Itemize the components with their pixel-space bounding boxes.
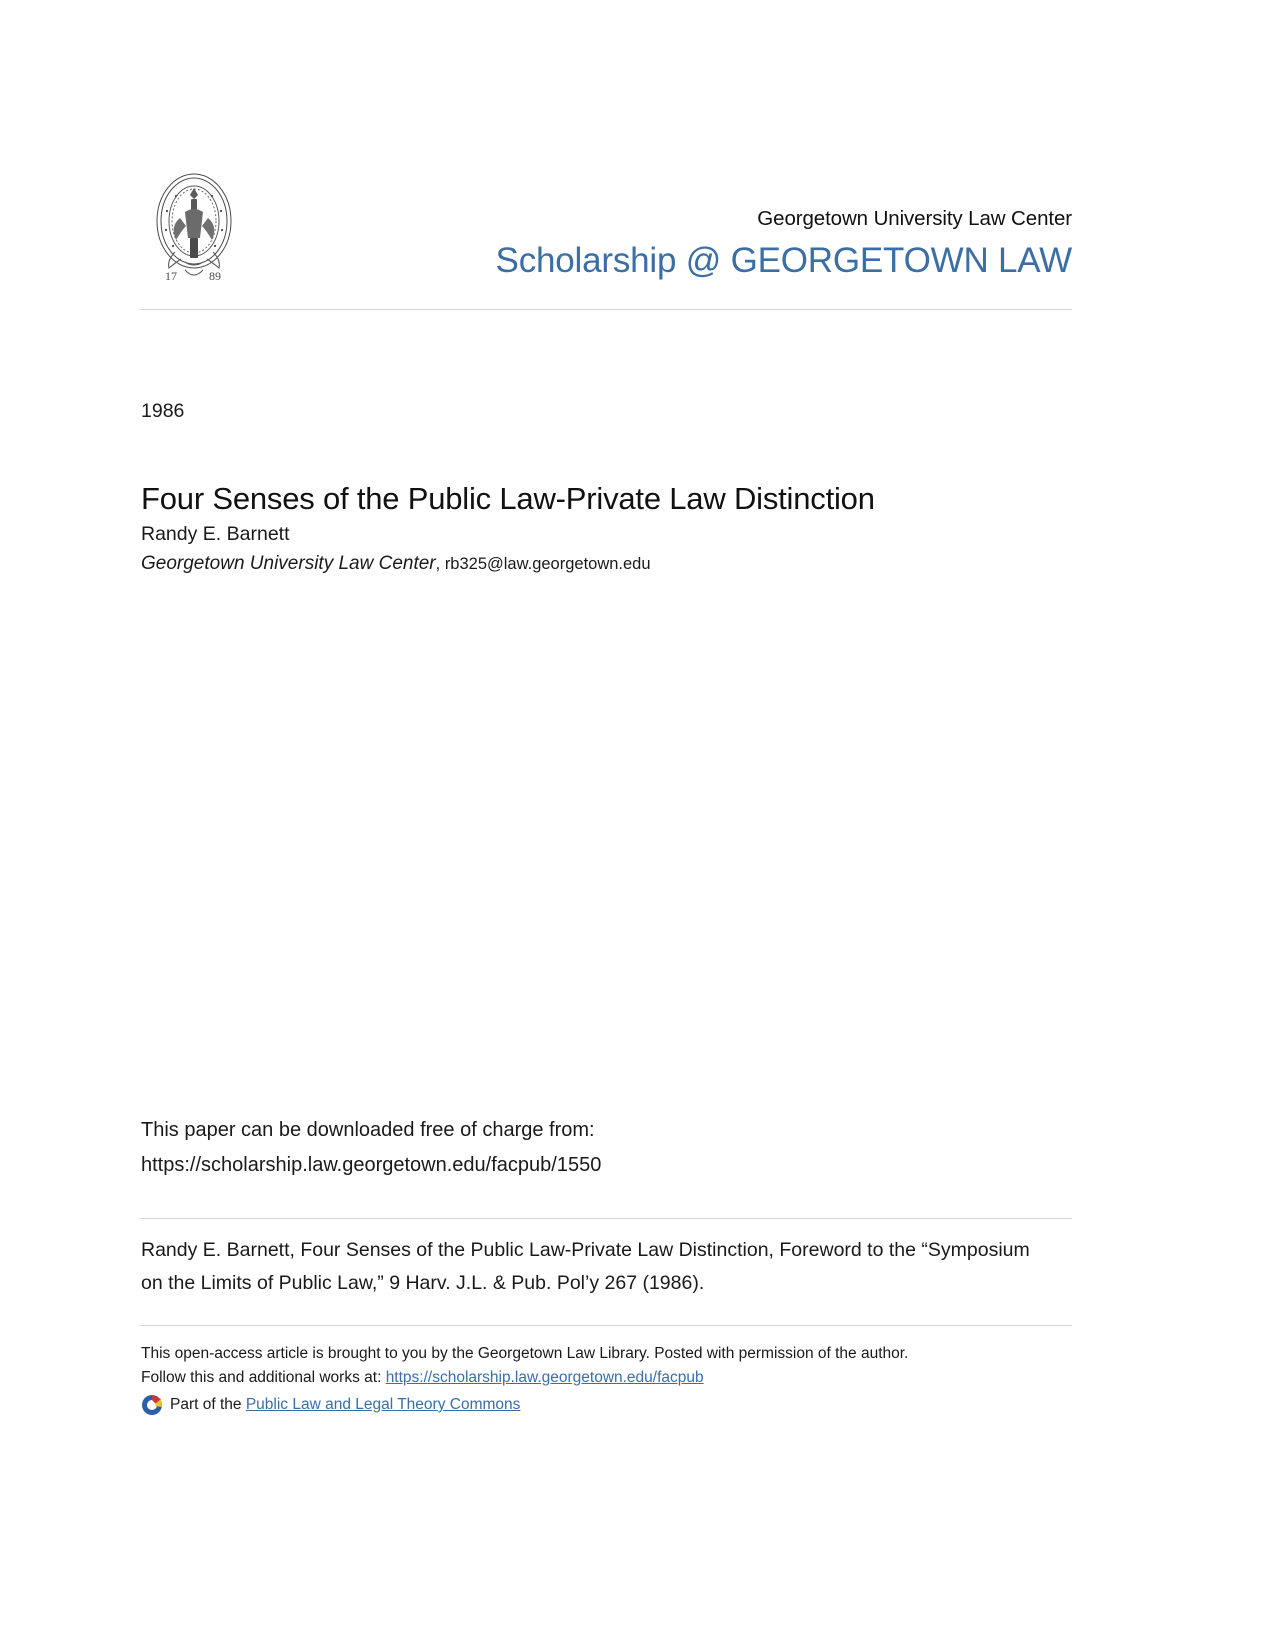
citation-divider-top [140, 1218, 1072, 1219]
seal-year-left: 17 [165, 269, 177, 283]
commons-text [170, 1393, 520, 1417]
download-block [141, 1113, 601, 1183]
download-url[interactable]: https://scholarship.law.georgetown.edu/facpub/1550 [141, 1154, 602, 1176]
page-title: Four Senses of the Public Law-Private Law Distinction [141, 480, 875, 516]
masthead-text [372, 206, 1072, 284]
publication-year: 1986 [141, 400, 185, 422]
georgetown-seal-icon [145, 166, 243, 284]
author-affiliation [141, 550, 651, 577]
commons-row [141, 1393, 1071, 1417]
footer-block [141, 1342, 1071, 1417]
university-name: Georgetown University Law Center [757, 207, 1072, 230]
citation-line-1: Randy E. Barnett, Four Senses of the Public Law-Private Law Distinction, Foreword to the [141, 1239, 916, 1261]
network-commons-icon [141, 1394, 163, 1416]
download-prompt: This paper can be downloaded free of charge from: [141, 1119, 595, 1141]
author-name: Randy E. Barnett [141, 523, 290, 545]
commons-link[interactable]: Public Law and Legal Theory Commons [245, 1396, 521, 1413]
commons-prefix: Part of the [170, 1396, 246, 1413]
seal-year-right: 89 [209, 269, 221, 283]
follow-works-prefix: Follow this and additional works at: [141, 1368, 386, 1386]
masthead [140, 162, 1072, 310]
affiliation-separator: , [435, 555, 445, 573]
repository-brand[interactable]: Scholarship @ GEORGETOWN LAW [495, 241, 1072, 280]
open-access-notice: This open-access article is brought to you by the Georgetown Law Library. Posted with permission of the author. [141, 1345, 909, 1362]
footer-divider [140, 1325, 1072, 1326]
follow-works-line [141, 1366, 1071, 1390]
citation-line-2: “Symposium on the Limits of Public Law,” 9 Harv. J.L. & Pub. Pol’y 267 (1986). [141, 1239, 1030, 1294]
citation-block [141, 1234, 1041, 1300]
affiliation-institution: Georgetown University Law Center [141, 553, 436, 574]
follow-works-link[interactable]: https://scholarship.law.georgetown.edu/facpub [385, 1368, 704, 1386]
author-email[interactable]: rb325@law.georgetown.edu [444, 555, 651, 573]
